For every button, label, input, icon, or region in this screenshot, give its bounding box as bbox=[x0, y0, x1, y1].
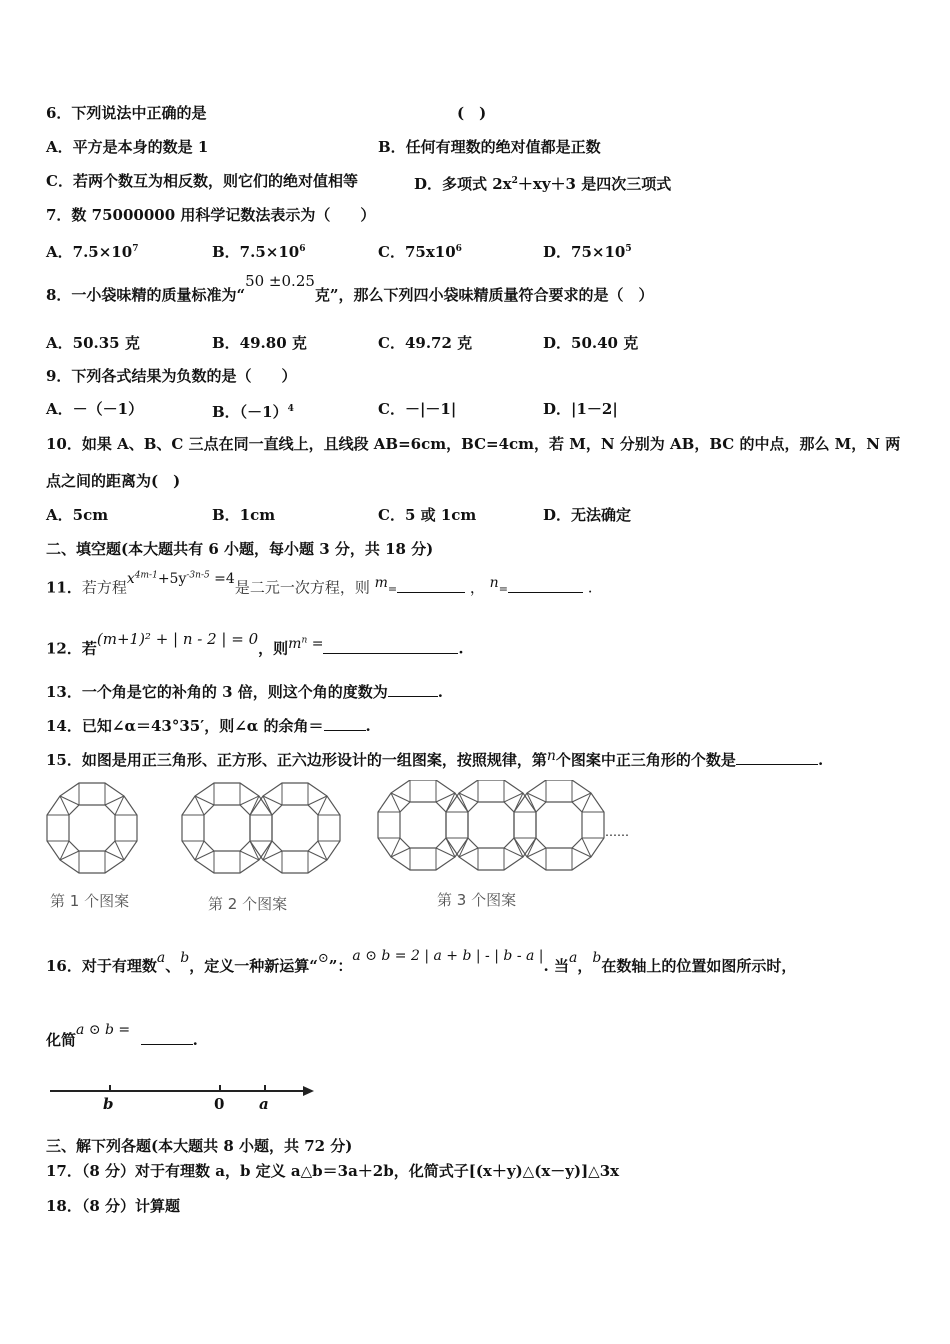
q10-option-d: D．无法确定 bbox=[543, 506, 632, 524]
q14: 14．已知∠α＝43°35′，则∠α 的余角＝ . bbox=[46, 717, 371, 735]
q8-option-a: A．50.35 克 bbox=[46, 334, 140, 352]
q7-option-a: A．$7.5\times 10^7$ bbox=[46, 243, 139, 261]
q7-option-b: B．$7.5\times 10^6$ bbox=[212, 243, 306, 261]
q9-option-c: C．－|－1| bbox=[378, 400, 457, 418]
q12-formula: (m+1)² + | n - 2 | = 0 bbox=[96, 629, 259, 648]
q13: 13．一个角是它的补角的 3 倍，则这个角的度数为 . bbox=[46, 683, 443, 701]
q15-caption-2: 第 2 个图案 bbox=[208, 895, 288, 913]
q16-formula: a ⊙ b = 2 | a + b | - | b - a | bbox=[352, 948, 544, 964]
q18: 18．（8 分）计算题 bbox=[46, 1197, 181, 1215]
pattern-3-tile-3 bbox=[514, 780, 604, 870]
q12-ask: $m^n$ = bbox=[288, 635, 324, 652]
q7-stem: 7．数 75000000 用科学记数法表示为（ ） bbox=[46, 206, 376, 224]
q7-option-c: C．$75x10^6$ bbox=[378, 243, 462, 261]
q13-blank[interactable] bbox=[388, 682, 438, 697]
q6-option-d: D．多项式 $2x^2+xy+3$ 是四次三项式 bbox=[414, 175, 672, 193]
q16-blank[interactable] bbox=[141, 1030, 193, 1045]
q9-stem: 9．下列各式结果为负数的是（ ） bbox=[46, 367, 297, 385]
q15: 15．如图是用正三角形、正方形、正六边形设计的一组图案，按照规律，第n个图案中正三角形的个数是 . bbox=[46, 748, 824, 769]
q10-stem-line2: 点之间的距离为( ) bbox=[46, 472, 181, 490]
q8-option-b: B．49.80 克 bbox=[212, 334, 307, 352]
pattern-2-tile-2 bbox=[250, 783, 340, 873]
number-line-label-b: b bbox=[103, 1095, 114, 1113]
q14-blank[interactable] bbox=[324, 716, 366, 731]
number-line-label-a: a bbox=[259, 1095, 269, 1113]
q9-option-d: D．|1－2| bbox=[543, 400, 618, 418]
q9-option-a: A．－（－1） bbox=[46, 400, 144, 418]
q6-option-b: B．任何有理数的绝对值都是正数 bbox=[378, 138, 601, 156]
q17: 17．（8 分）对于有理数 a，b 定义 a△b＝3a＋2b，化简式子[(x＋y)△(x－y)]△3x bbox=[46, 1162, 620, 1180]
q10-option-b: B．1cm bbox=[212, 506, 276, 524]
q8-formula: 50 ±0.25 bbox=[245, 272, 315, 290]
q6-answer-paren: ( ) bbox=[457, 104, 487, 122]
section-2-heading: 二、填空题(本大题共有 6 小题，每小题 3 分，共 18 分) bbox=[46, 540, 434, 558]
q12: 12．若(m+1)² + | n - 2 | = 0，则$m^n$ = . bbox=[46, 629, 464, 658]
section-3-heading: 三、解下列各题(本大题共 8 小题，共 72 分) bbox=[46, 1137, 353, 1155]
q16-line1: 16．对于有理数a、b，定义一种新运算“⊙”：a ⊙ b = 2 | a + b | - | b - a |. 当a，b在数轴上的位置如图所示时， bbox=[46, 948, 797, 975]
q9-option-b: B．$(-1)^4$ bbox=[212, 403, 294, 421]
q7-option-d: D．$75\times 10^5$ bbox=[543, 243, 632, 261]
q16-line2: 化简a ⊙ b = . bbox=[46, 1022, 198, 1049]
q15-caption-1: 第 1 个图案 bbox=[50, 892, 130, 910]
pattern-3-tile-1 bbox=[378, 780, 468, 870]
pattern-2-tile-1 bbox=[182, 783, 272, 873]
q11-formula: $x^{4m-1}+5y^{-3n-5} =4$ bbox=[126, 570, 235, 587]
number-line-label-0: 0 bbox=[214, 1095, 225, 1113]
q12-blank[interactable] bbox=[323, 639, 458, 654]
q15-caption-3: 第 3 个图案 bbox=[437, 891, 517, 909]
q8-stem: 8．一小袋味精的质量标准为“50 ±0.25克”，那么下列四小袋味精质量符合要求的是（ ） bbox=[46, 272, 654, 304]
q11-n-blank[interactable] bbox=[508, 578, 583, 593]
pattern-3-tile-2 bbox=[446, 780, 536, 870]
q15-ellipsis: …… bbox=[605, 825, 629, 839]
q11: 11．若方程$x^{4m-1}+5y^{-3n-5} =4$是二元一次方程，则 m= ， n= . bbox=[46, 570, 593, 597]
q10-option-a: A．5cm bbox=[46, 506, 109, 524]
q6-option-c: C．若两个数互为相反数，则它们的绝对值相等 bbox=[46, 172, 358, 190]
q8-option-c: C．49.72 克 bbox=[378, 334, 473, 352]
q8-option-d: D．50.40 克 bbox=[543, 334, 639, 352]
pattern-1-tile bbox=[47, 783, 137, 873]
q6-stem: 6．下列说法中正确的是 bbox=[46, 104, 207, 122]
q15-pattern-figure bbox=[40, 780, 660, 880]
q15-blank[interactable] bbox=[736, 750, 818, 765]
q11-m-blank[interactable] bbox=[397, 578, 465, 593]
q10-option-c: C．5 或 1cm bbox=[378, 506, 477, 524]
q10-stem-line1: 10．如果 A、B、C 三点在同一直线上，且线段 AB=6cm，BC=4cm，若 M，N 分别为 AB，BC 的中点，那么 M，N 两 bbox=[46, 435, 901, 453]
q16-number-line bbox=[46, 1075, 326, 1115]
q6-option-a: A．平方是本身的数是 1 bbox=[46, 138, 209, 156]
